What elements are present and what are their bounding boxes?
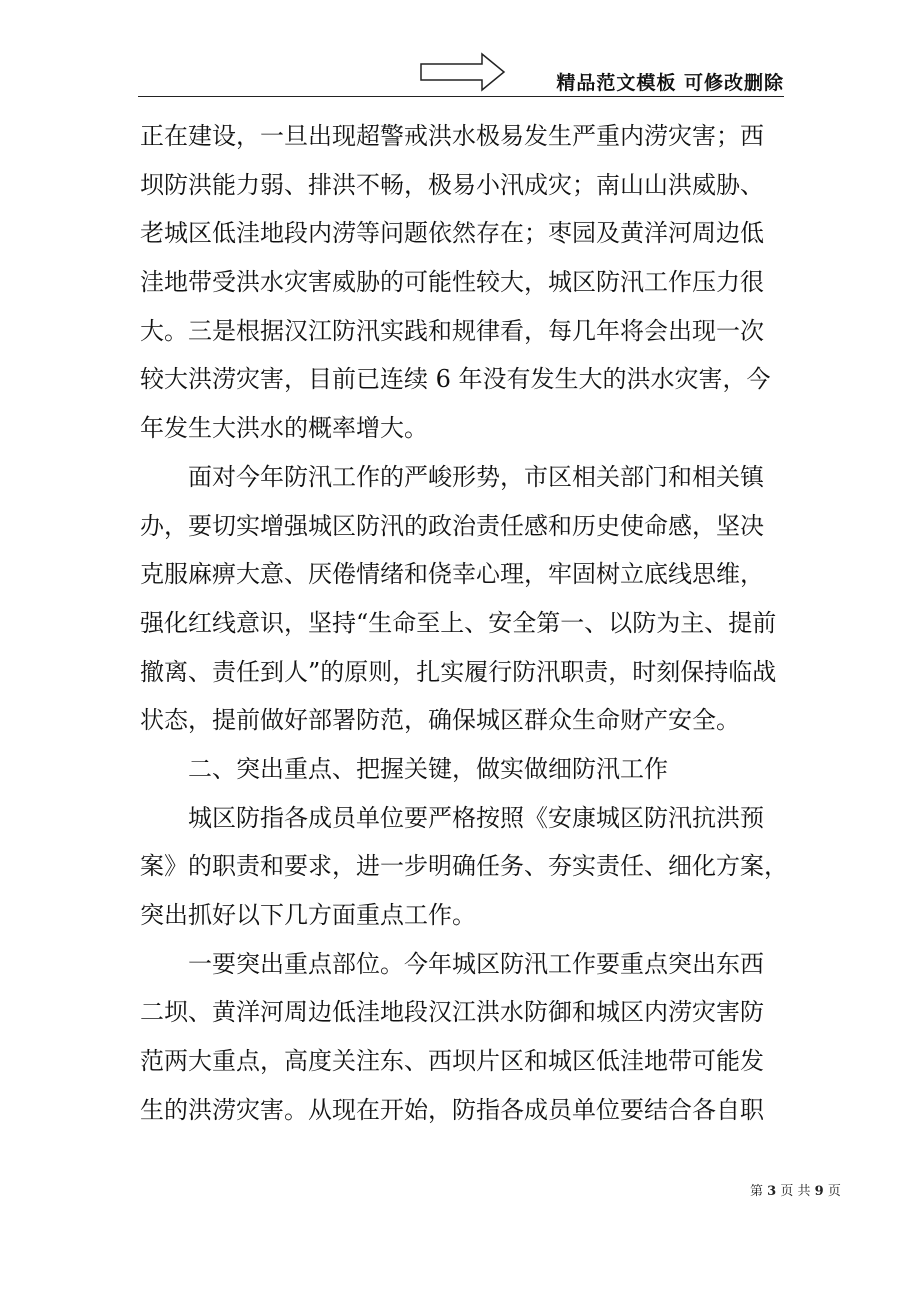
text-line: 突出抓好以下几方面重点工作。 xyxy=(140,901,476,929)
page-number xyxy=(750,1180,841,1199)
page-header xyxy=(138,48,784,97)
text-line: 案》的职责和要求，进一步明确任务、夯实责任、细化方案， xyxy=(140,852,788,881)
page-number-prefix: 第 xyxy=(750,1184,764,1199)
text-line: 老城区低洼地段内涝等问题依然存在；枣园及黄洋河周边低 xyxy=(140,219,764,248)
text-line: 坝防洪能力弱、排洪不畅，极易小汛成灾；南山山洪威胁、 xyxy=(140,170,764,199)
text-line: 办，要切实增强城区防汛的政治责任感和历史使命感，坚决 xyxy=(140,511,764,540)
text-line: 正在建设，一旦出现超警戒洪水极易发生严重内涝灾害；西 xyxy=(140,122,764,150)
text-line: 城区防指各成员单位要严格按照《安康城区防汛抗洪预 xyxy=(188,803,764,832)
text-line: 强化红线意识，坚持“生命至上、安全第一、以防为主、提前 xyxy=(140,608,777,637)
text-line: 较大洪涝灾害，目前已连续 6 年没有发生大的洪水灾害，今 xyxy=(140,365,771,394)
section-heading: 二、突出重点、把握关键，做实做细防汛工作 xyxy=(188,754,668,783)
current-page: 3 xyxy=(767,1184,777,1199)
text-line: 大。三是根据汉江防汛实践和规律看，每几年将会出现一次 xyxy=(140,316,764,345)
text-line: 克服麻痹大意、厌倦情绪和侥幸心理，牢固树立底线思维， xyxy=(140,560,764,589)
text-line: 洼地带受洪水灾害威胁的可能性较大，城区防汛工作压力很 xyxy=(140,268,764,297)
text-line: 年发生大洪水的概率增大。 xyxy=(140,414,428,443)
text-line: 范两大重点，高度关注东、西坝片区和城区低洼地带可能发 xyxy=(140,1047,764,1076)
document-body xyxy=(140,112,790,1134)
text-line: 面对今年防汛工作的严峻形势，市区相关部门和相关镇 xyxy=(188,462,764,491)
header-title: 精品范文模板 可修改删除 xyxy=(556,72,784,94)
arrow-right-icon xyxy=(420,52,506,92)
page-number-suffix: 页 xyxy=(827,1184,841,1199)
page-number-middle: 页 共 xyxy=(780,1184,811,1199)
text-line: 生的洪涝灾害。从现在开始，防指各成员单位要结合各自职 xyxy=(140,1095,764,1124)
text-line: 一要突出重点部位。今年城区防汛工作要重点突出东西 xyxy=(188,949,764,978)
text-line: 状态，提前做好部署防范，确保城区群众生命财产安全。 xyxy=(140,706,740,735)
text-line: 二坝、黄洋河周边低洼地段汉江洪水防御和城区内涝灾害防 xyxy=(140,998,764,1027)
total-pages: 9 xyxy=(814,1184,824,1199)
text-line: 撤离、责任到人”的原则，扎实履行防汛职责，时刻保持临战 xyxy=(140,657,777,686)
